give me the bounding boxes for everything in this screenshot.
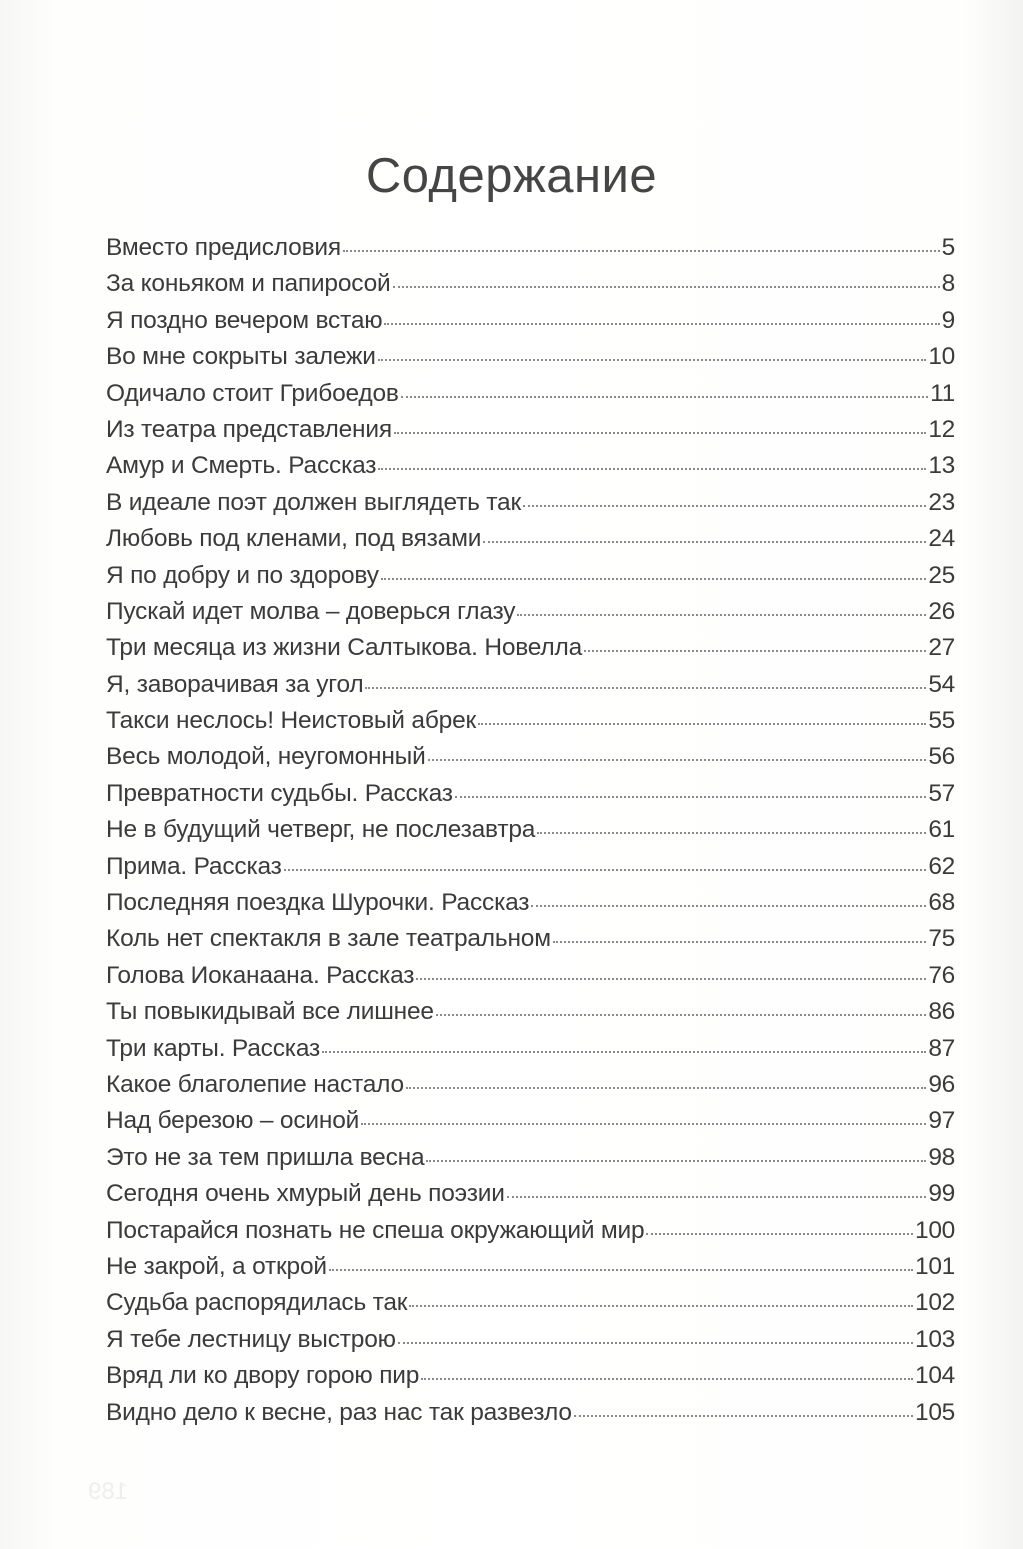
toc-entry-page-number: 76	[928, 961, 955, 989]
toc-entry	[106, 1213, 955, 1249]
dot-leader	[426, 1160, 926, 1162]
toc-entry-title: Постарайся познать не спеша окружающий мир	[106, 1216, 645, 1244]
toc-entry-title: Во мне сокрыты залежи	[106, 343, 376, 371]
toc-entry-page-number: 11	[930, 379, 955, 407]
toc-entry-title: Над березою – осиной	[106, 1107, 360, 1135]
toc-entry-title: За коньяком и папиросой	[106, 270, 391, 298]
dot-leader	[394, 432, 926, 434]
dot-leader	[455, 796, 927, 798]
toc-entry-page-number: 24	[928, 525, 955, 553]
dot-leader	[401, 396, 928, 398]
toc-entry	[106, 558, 955, 594]
toc-entry	[106, 1358, 955, 1394]
toc-entry-title: Я, заворачивая за угол	[106, 670, 364, 698]
toc-entry	[106, 885, 955, 921]
dot-leader	[421, 1378, 913, 1380]
toc-entry-title: Весь молодой, неугомонный	[106, 743, 426, 771]
toc-entry-title: Какое благолепие настало	[106, 1070, 404, 1098]
toc-entry	[106, 1285, 955, 1321]
toc-entry-page-number: 100	[915, 1216, 955, 1244]
toc-entry-page-number: 87	[928, 1034, 955, 1062]
toc-entry-title: Превратности судьбы. Рассказ	[106, 779, 453, 807]
dot-leader	[378, 359, 927, 361]
dot-leader	[284, 869, 927, 871]
toc-entry	[106, 1249, 955, 1285]
toc-entry	[106, 1395, 955, 1431]
toc-entry-title: Не в будущий четверг, не послезавтра	[106, 816, 536, 844]
toc-entry-title: Прима. Рассказ	[106, 852, 282, 880]
table-of-contents	[106, 230, 955, 1431]
toc-entry-page-number: 57	[928, 779, 955, 807]
dot-leader	[436, 1014, 927, 1016]
toc-entry-title: Любовь под кленами, под вязами	[106, 525, 482, 553]
toc-entry-title: Вместо предисловия	[106, 234, 341, 261]
dot-leader	[365, 687, 926, 689]
toc-entry-page-number: 12	[928, 415, 955, 443]
dot-leader	[384, 323, 939, 325]
toc-entry-page-number: 61	[928, 816, 955, 844]
toc-entry	[106, 376, 955, 412]
dot-leader	[517, 614, 926, 616]
dot-leader	[483, 541, 926, 543]
toc-entry	[106, 994, 955, 1030]
toc-entry	[106, 485, 955, 521]
toc-entry	[106, 412, 955, 448]
toc-entry-title: В идеале поэт должен выглядеть так	[106, 488, 521, 516]
toc-entry-page-number: 104	[915, 1362, 955, 1390]
toc-entry-title: Судьба распорядилась так	[106, 1289, 408, 1317]
toc-entry-title: Пускай идет молва – доверься глазу	[106, 597, 516, 625]
toc-entry	[106, 921, 955, 957]
toc-entry-title: Три месяца из жизни Салтыкова. Новелла	[106, 634, 583, 662]
toc-entry-title: Не закрой, а открой	[106, 1252, 327, 1280]
toc-entry	[106, 630, 955, 666]
toc-entry-page-number: 13	[928, 452, 955, 480]
toc-entry	[106, 812, 955, 848]
toc-entry-title: Амур и Смерть. Рассказ	[106, 452, 377, 480]
toc-entry-title: Это не за тем пришла весна	[106, 1143, 425, 1171]
toc-entry	[106, 521, 955, 557]
toc-entry	[106, 739, 955, 775]
toc-entry	[106, 1176, 955, 1212]
toc-entry-page-number: 23	[928, 488, 955, 516]
toc-entry-page-number: 8	[941, 270, 955, 298]
toc-entry-title: Последняя поездка Шурочки. Рассказ	[106, 889, 530, 917]
toc-entry-title: Я по добру и по здорову	[106, 561, 379, 589]
toc-entry	[106, 594, 955, 630]
dot-leader	[574, 1415, 913, 1417]
toc-entry-title: Видно дело к весне, раз нас так развезло	[106, 1398, 572, 1426]
toc-entry-page-number: 86	[928, 998, 955, 1026]
toc-entry	[106, 266, 955, 302]
toc-entry	[106, 958, 955, 994]
toc-entry	[106, 303, 955, 339]
toc-entry	[106, 1140, 955, 1176]
toc-entry-page-number: 103	[915, 1325, 955, 1353]
toc-entry-title: Голова Иоканаана. Рассказ	[106, 961, 415, 989]
dot-leader	[428, 759, 927, 761]
toc-entry-title: Такси неслось! Неистовый абрек	[106, 707, 477, 735]
dot-leader	[478, 723, 926, 725]
dot-leader	[322, 1051, 926, 1053]
toc-entry-page-number: 62	[928, 852, 955, 880]
dot-leader	[329, 1269, 913, 1271]
toc-entry-title: Одичало стоит Грибоедов	[106, 379, 399, 407]
toc-entry	[106, 1103, 955, 1139]
dot-leader	[393, 286, 940, 288]
toc-entry	[106, 776, 955, 812]
toc-entry	[106, 339, 955, 375]
toc-entry-title: Я поздно вечером встаю	[106, 306, 383, 334]
toc-entry-page-number: 102	[915, 1289, 955, 1317]
toc-entry	[106, 703, 955, 739]
dot-leader	[378, 468, 926, 470]
toc-entry	[106, 1067, 955, 1103]
dot-leader	[646, 1233, 913, 1235]
toc-entry-title: Сегодня очень хмурый день поэзии	[106, 1180, 505, 1208]
toc-entry	[106, 230, 955, 266]
toc-entry-page-number: 25	[928, 561, 955, 589]
toc-entry-title: Я тебе лестницу выстрою	[106, 1325, 396, 1353]
toc-entry-page-number: 26	[928, 597, 955, 625]
toc-entry-page-number: 97	[928, 1107, 955, 1135]
toc-entry-page-number: 54	[928, 670, 955, 698]
dot-leader	[361, 1123, 926, 1125]
toc-entry-page-number: 68	[928, 889, 955, 917]
toc-entry-page-number: 9	[941, 306, 955, 334]
dot-leader	[381, 578, 927, 580]
toc-entry-title: Вряд ли ко двору горою пир	[106, 1362, 420, 1390]
toc-entry	[106, 1322, 955, 1358]
toc-entry-title: Коль нет спектакля в зале театральном	[106, 925, 551, 953]
toc-entry-page-number: 27	[928, 634, 955, 662]
toc-entry-page-number: 96	[928, 1070, 955, 1098]
toc-entry	[106, 448, 955, 484]
toc-entry	[106, 849, 955, 885]
dot-leader	[531, 905, 926, 907]
dot-leader	[584, 650, 926, 652]
toc-entry-page-number: 5	[941, 234, 955, 261]
toc-entry-title: Ты повыкидывай все лишнее	[106, 998, 434, 1026]
toc-entry-page-number: 55	[928, 707, 955, 735]
toc-entry-page-number: 56	[928, 743, 955, 771]
page-title: Содержание	[365, 148, 658, 203]
toc-entry-title: Из театра представления	[106, 415, 392, 443]
dot-leader	[409, 1305, 913, 1307]
dot-leader	[343, 250, 940, 252]
dot-leader	[537, 832, 926, 834]
dot-leader	[416, 978, 926, 980]
toc-entry-page-number: 99	[928, 1180, 955, 1208]
dot-leader	[406, 1087, 926, 1089]
toc-entry-page-number: 75	[928, 925, 955, 953]
toc-entry	[106, 1031, 955, 1067]
toc-entry-page-number: 105	[915, 1398, 955, 1426]
toc-entry-title: Три карты. Рассказ	[106, 1034, 321, 1062]
show-through-page-number: 189	[88, 1478, 129, 1505]
toc-entry-page-number: 101	[915, 1252, 955, 1280]
dot-leader	[553, 941, 926, 943]
toc-entry-page-number: 98	[928, 1143, 955, 1171]
toc-entry	[106, 667, 955, 703]
dot-leader	[507, 1196, 927, 1198]
dot-leader	[398, 1342, 913, 1344]
toc-entry-page-number: 10	[928, 343, 955, 371]
dot-leader	[523, 505, 926, 507]
